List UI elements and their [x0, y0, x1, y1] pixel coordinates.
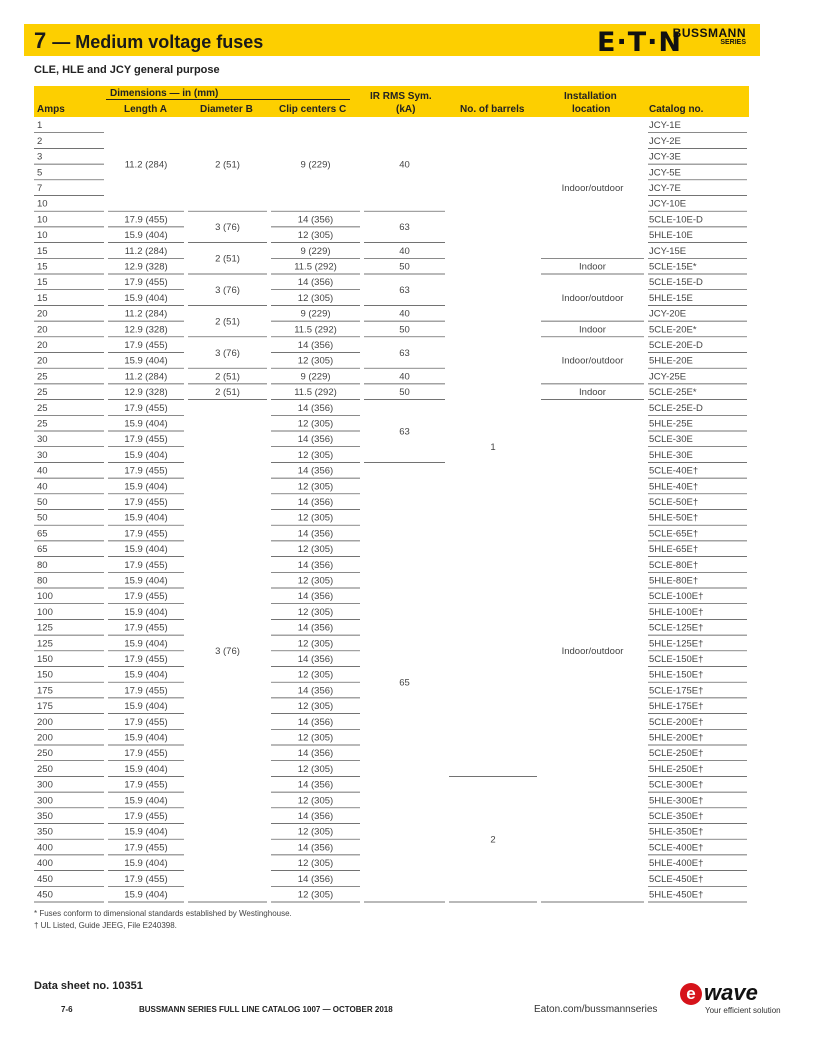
dimensions-rule: [106, 99, 350, 100]
header-ir-unit: (kA): [396, 104, 416, 115]
cell-catalog: 5CLE-350E†: [649, 810, 704, 822]
cell-clip: 14 (356): [297, 810, 334, 822]
cell-amps: 250: [37, 763, 53, 775]
merged-ir: 63: [399, 222, 410, 234]
cell-length: 17.9 (455): [124, 434, 168, 446]
cell-length: 17.9 (455): [124, 842, 168, 854]
cell-catalog: JCY-5E: [649, 167, 681, 179]
cell-amps: 65: [37, 544, 48, 556]
cell-length: 15.9 (404): [124, 449, 168, 461]
cell-length: 17.9 (455): [124, 402, 168, 414]
cell-length: 17.9 (455): [124, 559, 168, 571]
cell-clip: 14 (356): [297, 496, 334, 508]
merged-ir: 63: [399, 285, 410, 296]
cell-amps: 20: [37, 339, 48, 351]
cell-catalog: 5HLE-80E†: [649, 575, 699, 587]
cell-catalog: 5HLE-125E†: [649, 638, 704, 650]
cell-catalog: 5HLE-50E†: [649, 512, 699, 524]
header-length: Length A: [124, 104, 167, 115]
page-number: 7-6: [61, 1005, 73, 1014]
cell-clip: 12 (305): [297, 230, 334, 242]
merged-ir: 65: [399, 677, 410, 689]
merged-diameter: 2 (51): [215, 371, 240, 383]
cell-clip: 14 (356): [297, 622, 334, 634]
cell-clip: 12 (305): [297, 544, 334, 556]
table-body: [34, 117, 749, 905]
cell-amps: 450: [37, 889, 53, 901]
section-title-text: — Medium voltage fuses: [52, 32, 264, 52]
cell-catalog: 5CLE-15E-D: [649, 277, 703, 289]
section-title: [34, 28, 263, 54]
cell-clip: 12 (305): [297, 795, 334, 807]
cell-amps: 175: [37, 685, 53, 697]
cell-catalog: 5HLE-250E†: [649, 763, 704, 775]
cell-length: 15.9 (404): [124, 292, 168, 304]
cell-catalog: 5CLE-175E†: [649, 685, 704, 697]
cell-clip: 14 (356): [297, 402, 334, 414]
cell-clip: 14 (356): [297, 465, 334, 477]
table-header: [34, 86, 749, 117]
merged-barrels: 1: [490, 442, 496, 453]
cell-catalog: 5CLE-200E†: [649, 716, 704, 728]
merged-ir: 63: [399, 347, 410, 359]
merged-install: Indoor: [579, 387, 606, 399]
cell-catalog: 5CLE-450E†: [649, 873, 704, 885]
cell-length: 17.9 (455): [124, 748, 168, 760]
cell-catalog: 5HLE-450E†: [649, 889, 704, 901]
merged-diameter: 3 (76): [215, 646, 240, 658]
catalog-footer: BUSSMANN SERIES FULL LINE CATALOG 1007 — OCTOBER 2018: [139, 1005, 393, 1014]
cell-clip: 12 (305): [297, 889, 334, 901]
merged-ir: 63: [399, 426, 410, 438]
section-number: 7: [34, 28, 47, 53]
cell-amps: 10: [37, 214, 48, 226]
cell-catalog: 5HLE-150E†: [649, 669, 704, 681]
cell-clip: 12 (305): [297, 606, 334, 618]
cell-length: 15.9 (404): [124, 826, 168, 838]
header-installation: Installation: [564, 91, 617, 102]
cell-amps: 450: [37, 873, 53, 885]
cell-catalog: 5HLE-100E†: [649, 606, 704, 618]
cell-length: 15.9 (404): [124, 606, 168, 618]
merged-diameter: 3 (76): [215, 222, 240, 234]
cell-length: 15.9 (404): [124, 669, 168, 681]
cell-ir: 50: [399, 324, 410, 336]
cell-clip: 11.5 (292): [294, 387, 337, 399]
cell-amps: 2: [37, 135, 43, 147]
cell-catalog: 5HLE-15E: [649, 292, 693, 304]
merged-diameter: 3 (76): [215, 347, 240, 359]
cell-amps: 50: [37, 496, 48, 508]
merged-diameter: 2 (51): [215, 387, 240, 399]
cell-clip: 14 (356): [297, 779, 334, 791]
cell-catalog: 5CLE-20E-D: [649, 339, 703, 351]
footnotes: [34, 908, 292, 932]
cell-amps: 10: [37, 230, 48, 242]
header-dimensions: Dimensions — in (mm): [110, 88, 219, 99]
cell-amps: 175: [37, 701, 53, 713]
cell-clip: 12 (305): [297, 858, 334, 870]
fuse-table: [34, 86, 749, 906]
cell-catalog: 5CLE-100E†: [649, 591, 704, 603]
footnote-westinghouse: * Fuses conform to dimensional standards established by Westinghouse.: [34, 909, 292, 918]
cell-catalog: 5CLE-25E-D: [649, 402, 703, 414]
cell-length: 15.9 (404): [124, 575, 168, 587]
merged-diameter: 2 (51): [215, 159, 240, 171]
cell-length: 12.9 (328): [124, 261, 168, 273]
cell-amps: 250: [37, 748, 53, 760]
cell-amps: 200: [37, 716, 53, 728]
cell-catalog: 5HLE-65E†: [649, 544, 699, 556]
cell-length: 11.2 (284): [124, 371, 168, 383]
cell-amps: 40: [37, 465, 48, 477]
cell-catalog: 5HLE-40E†: [649, 481, 699, 493]
merged-install: Indoor/outdoor: [561, 355, 624, 367]
cell-ir: 50: [399, 387, 410, 399]
cell-length: 15.9 (404): [124, 889, 168, 901]
cell-clip: 14 (356): [297, 653, 334, 665]
cell-clip: 12 (305): [297, 669, 334, 681]
cell-catalog: JCY-1E: [649, 120, 681, 132]
cell-catalog: JCY-25E: [649, 371, 687, 383]
cell-amps: 20: [37, 355, 48, 367]
cell-length: 17.9 (455): [124, 779, 168, 791]
cell-clip: 14 (356): [297, 842, 334, 854]
cell-clip: 14 (356): [297, 339, 334, 351]
cell-catalog: 5HLE-300E†: [649, 795, 704, 807]
cell-amps: 300: [37, 795, 53, 807]
cell-amps: 25: [37, 371, 48, 383]
cell-length: 17.9 (455): [124, 496, 168, 508]
cell-ir: 40: [399, 245, 410, 257]
cell-clip: 12 (305): [297, 355, 334, 367]
ewave-logo: [678, 982, 798, 1018]
cell-clip: 9 (229): [300, 308, 331, 320]
website-url[interactable]: Eaton.com/bussmannseries: [534, 1004, 658, 1015]
cell-amps: 100: [37, 591, 53, 603]
cell-catalog: 5CLE-125E†: [649, 622, 704, 634]
cell-length: 11.2 (284): [124, 308, 168, 320]
cell-length: 11.2 (284): [124, 245, 168, 257]
header-clip-centers: Clip centers C: [279, 104, 347, 115]
cell-catalog: 5CLE-40E†: [649, 465, 699, 477]
cell-catalog: 5CLE-30E: [649, 434, 693, 446]
cell-catalog: 5HLE-30E: [649, 449, 693, 461]
cell-length: 17.9 (455): [124, 685, 168, 697]
merged-install: Indoor/outdoor: [561, 646, 624, 658]
header-diameter: Diameter B: [200, 104, 253, 115]
cell-amps: 40: [37, 481, 48, 493]
cell-amps: 300: [37, 779, 53, 791]
cell-amps: 125: [37, 622, 53, 634]
cell-amps: 15: [37, 261, 48, 273]
cell-catalog: JCY-15E: [649, 245, 687, 257]
cell-ir: 40: [399, 371, 410, 383]
cell-catalog: 5HLE-400E†: [649, 858, 704, 870]
cell-length: 17.9 (455): [124, 339, 168, 351]
cell-catalog: JCY-7E: [649, 182, 681, 194]
cell-clip: 11.5 (292): [294, 324, 337, 336]
cell-amps: 200: [37, 732, 53, 744]
cell-length: 17.9 (455): [124, 277, 168, 289]
merged-install: Indoor/outdoor: [561, 182, 624, 194]
merged-diameter: 2 (51): [215, 316, 240, 328]
merged-length: 11.2 (284): [124, 159, 168, 171]
cell-amps: 125: [37, 638, 53, 650]
cell-length: 17.9 (455): [124, 653, 168, 665]
cell-amps: 25: [37, 402, 48, 414]
eaton-logo: E·T·N: [597, 27, 682, 58]
cell-clip: 12 (305): [297, 575, 334, 587]
cell-catalog: 5CLE-10E-D: [649, 214, 703, 226]
cell-amps: 20: [37, 308, 48, 320]
cell-ir: 50: [399, 261, 410, 273]
table-subtitle: CLE, HLE and JCY general purpose: [34, 64, 220, 76]
cell-length: 17.9 (455): [124, 716, 168, 728]
cell-clip: 12 (305): [297, 481, 334, 493]
cell-clip: 12 (305): [297, 292, 334, 304]
header-catalog: Catalog no.: [649, 104, 704, 115]
cell-amps: 10: [37, 198, 48, 210]
cell-catalog: 5CLE-400E†: [649, 842, 704, 854]
cell-catalog: 5HLE-25E: [649, 418, 693, 430]
cell-clip: 12 (305): [297, 763, 334, 775]
merged-ir: 40: [399, 159, 410, 171]
merged-diameter: 2 (51): [215, 253, 240, 265]
cell-amps: 100: [37, 606, 53, 618]
cell-clip: 12 (305): [297, 826, 334, 838]
cell-clip: 9 (229): [300, 245, 331, 257]
cell-length: 17.9 (455): [124, 810, 168, 822]
bussmann-text: BUSSMANN: [672, 26, 746, 40]
ewave-wordmark: wave: [704, 980, 758, 1005]
cell-length: 12.9 (328): [124, 324, 168, 336]
cell-clip: 14 (356): [297, 528, 334, 540]
cell-clip: 12 (305): [297, 638, 334, 650]
cell-clip: 14 (356): [297, 748, 334, 760]
series-text: SERIES: [720, 39, 746, 46]
cell-amps: 3: [37, 151, 43, 163]
cell-length: 15.9 (404): [124, 418, 168, 430]
cell-clip: 14 (356): [297, 214, 334, 226]
bussmann-series-logo: [673, 27, 746, 46]
cell-length: 15.9 (404): [124, 858, 168, 870]
cell-length: 15.9 (404): [124, 544, 168, 556]
cell-amps: 150: [37, 669, 53, 681]
cell-amps: 80: [37, 575, 48, 587]
cell-clip: 14 (356): [297, 277, 334, 289]
cell-catalog: 5HLE-10E: [649, 230, 693, 242]
cell-length: 17.9 (455): [124, 622, 168, 634]
cell-amps: 350: [37, 826, 53, 838]
cell-length: 15.9 (404): [124, 512, 168, 524]
cell-catalog: 5HLE-20E: [649, 355, 693, 367]
cell-amps: 1: [37, 120, 43, 132]
cell-length: 15.9 (404): [124, 230, 168, 242]
header-ir-rms: IR RMS Sym.: [370, 91, 432, 102]
cell-clip: 9 (229): [300, 371, 331, 383]
cell-length: 15.9 (404): [124, 732, 168, 744]
cell-catalog: 5CLE-300E†: [649, 779, 704, 791]
cell-catalog: 5CLE-250E†: [649, 748, 704, 760]
cell-amps: 50: [37, 512, 48, 524]
cell-amps: 15: [37, 277, 48, 289]
merged-install: Indoor: [579, 324, 606, 336]
cell-length: 15.9 (404): [124, 638, 168, 650]
cell-length: 15.9 (404): [124, 355, 168, 367]
cell-length: 12.9 (328): [124, 387, 168, 399]
cell-amps: 15: [37, 292, 48, 304]
cell-length: 17.9 (455): [124, 214, 168, 226]
cell-amps: 15: [37, 245, 48, 257]
cell-catalog: 5CLE-25E*: [649, 387, 697, 399]
merged-install: Indoor: [579, 261, 606, 273]
cell-clip: 14 (356): [297, 685, 334, 697]
footnote-ul-listed: † UL Listed, Guide JEEG, File E240398.: [34, 921, 177, 930]
cell-amps: 400: [37, 842, 53, 854]
cell-clip: 14 (356): [297, 591, 334, 603]
cell-amps: 5: [37, 167, 43, 179]
cell-clip: 12 (305): [297, 701, 334, 713]
merged-barrels: 2: [490, 834, 496, 846]
cell-catalog: JCY-2E: [649, 135, 681, 147]
cell-clip: 12 (305): [297, 418, 334, 430]
cell-catalog: JCY-3E: [649, 151, 681, 163]
cell-amps: 20: [37, 324, 48, 336]
cell-length: 17.9 (455): [124, 873, 168, 885]
cell-length: 17.9 (455): [124, 591, 168, 603]
cell-clip: 12 (305): [297, 512, 334, 524]
cell-clip: 11.5 (292): [294, 261, 337, 273]
ewave-tagline: Your efficient solution: [705, 1006, 781, 1015]
section-banner: [24, 24, 760, 56]
cell-catalog: 5HLE-350E†: [649, 826, 704, 838]
cell-amps: 25: [37, 387, 48, 399]
cell-length: 15.9 (404): [124, 763, 168, 775]
cell-clip: 12 (305): [297, 732, 334, 744]
cell-clip: 14 (356): [297, 873, 334, 885]
merged-clip: 9 (229): [300, 159, 331, 171]
cell-catalog: JCY-10E: [649, 198, 687, 210]
cell-amps: 30: [37, 449, 48, 461]
cell-catalog: 5CLE-150E†: [649, 653, 704, 665]
cell-catalog: 5CLE-15E*: [649, 261, 697, 273]
cell-ir: 40: [399, 308, 410, 320]
cell-amps: 150: [37, 653, 53, 665]
merged-diameter: 3 (76): [215, 285, 240, 296]
ewave-e-mark: e: [680, 983, 702, 1005]
cell-amps: 7: [37, 182, 43, 194]
cell-catalog: 5HLE-175E†: [649, 701, 704, 713]
datasheet-number: Data sheet no. 10351: [34, 980, 143, 992]
cell-amps: 30: [37, 434, 48, 446]
cell-catalog: 5CLE-80E†: [649, 559, 699, 571]
cell-catalog: 5HLE-200E†: [649, 732, 704, 744]
cell-length: 15.9 (404): [124, 701, 168, 713]
cell-length: 15.9 (404): [124, 481, 168, 493]
header-amps: Amps: [37, 104, 65, 115]
cell-catalog: 5CLE-20E*: [649, 324, 697, 336]
cell-catalog: 5CLE-65E†: [649, 528, 699, 540]
cell-amps: 25: [37, 418, 48, 430]
cell-clip: 12 (305): [297, 449, 334, 461]
cell-amps: 65: [37, 528, 48, 540]
cell-length: 15.9 (404): [124, 795, 168, 807]
header-barrels: No. of barrels: [460, 104, 525, 115]
cell-clip: 14 (356): [297, 716, 334, 728]
cell-amps: 400: [37, 858, 53, 870]
cell-catalog: 5CLE-50E†: [649, 496, 699, 508]
cell-catalog: JCY-20E: [649, 308, 687, 320]
cell-length: 17.9 (455): [124, 528, 168, 540]
cell-clip: 14 (356): [297, 559, 334, 571]
merged-install: Indoor/outdoor: [561, 292, 624, 304]
header-location: location: [572, 104, 611, 115]
cell-amps: 350: [37, 810, 53, 822]
cell-amps: 80: [37, 559, 48, 571]
cell-clip: 14 (356): [297, 434, 334, 446]
cell-length: 17.9 (455): [124, 465, 168, 477]
